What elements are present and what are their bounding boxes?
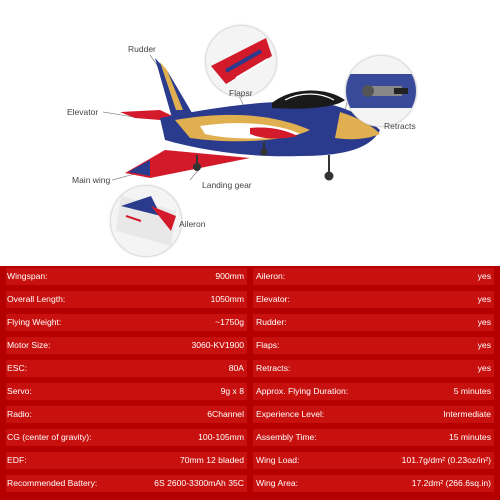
spec-label: Overall Length:	[7, 294, 66, 304]
spec-value: Intermediate	[443, 409, 491, 419]
spec-cell	[253, 383, 494, 400]
callout-main-wing: Main wing	[72, 175, 111, 185]
spec-row	[6, 427, 494, 448]
spec-label: CG (center of gravity):	[7, 432, 92, 442]
spec-value: 100-105mm	[198, 432, 244, 442]
spec-label: Approx. Flying Duration:	[256, 386, 349, 396]
spec-label: Aileron:	[256, 271, 286, 281]
spec-label: Wingspan:	[7, 271, 48, 281]
spec-row	[6, 450, 494, 471]
spec-label: Servo:	[7, 386, 32, 396]
spec-row	[6, 381, 494, 402]
spec-label: Flying Weight:	[7, 317, 62, 327]
spec-row	[6, 289, 494, 310]
aileron-detail-zoom	[110, 185, 182, 257]
spec-cell	[6, 406, 247, 423]
spec-cell	[6, 383, 247, 400]
spec-value: 15 minutes	[448, 432, 491, 442]
spec-cell	[6, 360, 247, 377]
spec-cell	[253, 360, 494, 377]
spec-cell	[6, 475, 247, 492]
spec-label: Retracts:	[256, 363, 291, 373]
spec-value: yes	[477, 271, 491, 281]
spec-row	[6, 335, 494, 356]
spec-cell	[253, 314, 494, 331]
spec-label: ESC:	[7, 363, 28, 373]
spec-label: Wing Load:	[256, 455, 300, 465]
callout-retracts: Retracts	[384, 121, 416, 131]
spec-value: 6S 2600-3300mAh 35C	[154, 478, 244, 488]
flaps-detail-zoom	[205, 25, 277, 97]
spec-row	[6, 312, 494, 333]
spec-value: 1050mm	[210, 294, 244, 304]
spec-cell	[6, 314, 247, 331]
spec-cell	[6, 337, 247, 354]
spec-cell	[253, 291, 494, 308]
spec-label: Experience Level:	[256, 409, 325, 419]
spec-row	[6, 404, 494, 425]
spec-value: 6Channel	[207, 409, 244, 419]
spec-value: yes	[477, 340, 491, 350]
spec-label: Elevator:	[256, 294, 290, 304]
spec-row	[6, 358, 494, 379]
spec-row	[6, 473, 494, 494]
spec-cell	[6, 429, 247, 446]
spec-value: 9g x 8	[220, 386, 244, 396]
spec-table	[0, 266, 500, 500]
spec-value: ~1750g	[215, 317, 244, 327]
callout-elevator: Elevator	[67, 107, 99, 117]
spec-value: yes	[477, 317, 491, 327]
callout-flaps: Flapsr	[229, 88, 253, 98]
spec-value: 70mm 12 bladed	[179, 455, 244, 465]
callout-landing-gear: Landing gear	[202, 180, 252, 190]
spec-cell	[6, 268, 247, 285]
spec-label: Recommended Battery:	[7, 478, 98, 488]
spec-value: 900mm	[215, 271, 244, 281]
spec-value: 101.7g/dm² (0.23oz/in²)	[401, 455, 491, 465]
spec-cell	[6, 291, 247, 308]
spec-value: 3060-KV1900	[191, 340, 244, 350]
spec-label: Radio:	[7, 409, 32, 419]
spec-label: Flaps:	[256, 340, 280, 350]
spec-label: Assembly Time:	[256, 432, 317, 442]
spec-value: 5 minutes	[453, 386, 491, 396]
callout-rudder: Rudder	[128, 44, 156, 54]
spec-cell	[253, 337, 494, 354]
spec-label: Rudder:	[256, 317, 287, 327]
spec-value: 80A	[228, 363, 244, 373]
spec-cell	[253, 406, 494, 423]
spec-value: yes	[477, 363, 491, 373]
spec-label: Wing Area:	[256, 478, 299, 488]
spec-cell	[253, 429, 494, 446]
spec-label: Motor Size:	[7, 340, 51, 350]
callout-aileron: Aileron	[179, 219, 206, 229]
spec-label: EDF:	[7, 455, 27, 465]
spec-value: yes	[477, 294, 491, 304]
spec-cell	[253, 268, 494, 285]
spec-cell	[6, 452, 247, 469]
spec-value: 17.2dm² (266.6sq.in)	[411, 478, 491, 488]
spec-row	[6, 266, 494, 287]
spec-cell	[253, 452, 494, 469]
spec-cell	[253, 475, 494, 492]
retracts-detail-zoom	[345, 55, 417, 127]
